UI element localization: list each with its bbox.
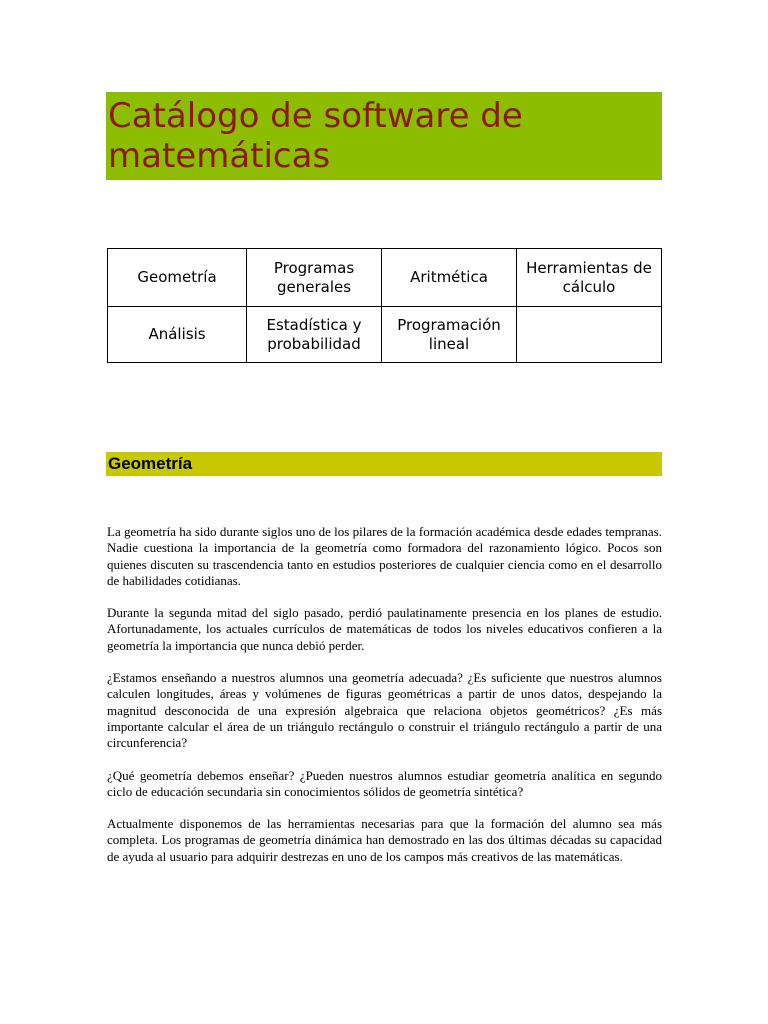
menu-link-herramientas-calculo[interactable]: Herramientas de cálculo bbox=[517, 249, 662, 307]
paragraph: Actualmente disponemos de las herramientas necesarias para que la formación del alumno sea más completa. Los programas de geometría dinámica han demostrado en las dos últimas décadas su capacidad de ayuda al usuario para adquirir destrezas en uno de los campos más creativos de las matemáticas. bbox=[107, 816, 662, 864]
title-banner bbox=[106, 92, 662, 180]
section-heading-bar bbox=[106, 452, 662, 476]
page-title: Catálogo de software de matemáticas bbox=[108, 96, 523, 176]
paragraph: Durante la segunda mitad del siglo pasado, perdió paulatinamente presencia en los planes de estudio. Afortunadamente, los actuales currículos de matemáticas de todos los niveles educativos confieren a la geometría la importancia que nunca debió perder. bbox=[107, 605, 662, 653]
menu-link-aritmetica[interactable]: Aritmética bbox=[382, 249, 517, 307]
section-body bbox=[107, 524, 662, 881]
menu-link-programas-generales[interactable]: Programas generales bbox=[247, 249, 382, 307]
menu-link-programacion-lineal[interactable]: Programación lineal bbox=[382, 307, 517, 363]
catalog-menu-table bbox=[107, 248, 662, 363]
menu-row bbox=[108, 249, 662, 307]
paragraph: ¿Estamos enseñando a nuestros alumnos una geometría adecuada? ¿Es suficiente que nuestros alumnos calculen longitudes, áreas y volúmenes de figuras geométricas a partir de unos datos, despejando la magnitud desconocida de una expresión algebraica que relaciona objetos geométricos? ¿Es más importante calcular el área de un triángulo rectángulo o construir el triángulo rectángulo a partir de una circunferencia? bbox=[107, 670, 662, 751]
paragraph: ¿Qué geometría debemos enseñar? ¿Pueden nuestros alumnos estudiar geometría analítica en segundo ciclo de educación secundaria sin conocimientos sólidos de geometría sintética? bbox=[107, 767, 662, 799]
menu-cell-empty bbox=[517, 307, 662, 363]
menu-row bbox=[108, 307, 662, 363]
menu-link-estadistica-probabilidad[interactable]: Estadística y probabilidad bbox=[247, 307, 382, 363]
menu-link-geometria[interactable]: Geometría bbox=[108, 249, 247, 307]
paragraph: La geometría ha sido durante siglos uno de los pilares de la formación académica desde edades tempranas. Nadie cuestiona la importancia de la geometría como formadora del razonamiento lógico. Pocos son quienes discuten su trascendencia tanto en estudios posteriores de cualquier ciencia como en el desarrollo de habilidades cotidianas. bbox=[107, 524, 662, 588]
section-heading: Geometría bbox=[108, 454, 193, 473]
menu-link-analisis[interactable]: Análisis bbox=[108, 307, 247, 363]
